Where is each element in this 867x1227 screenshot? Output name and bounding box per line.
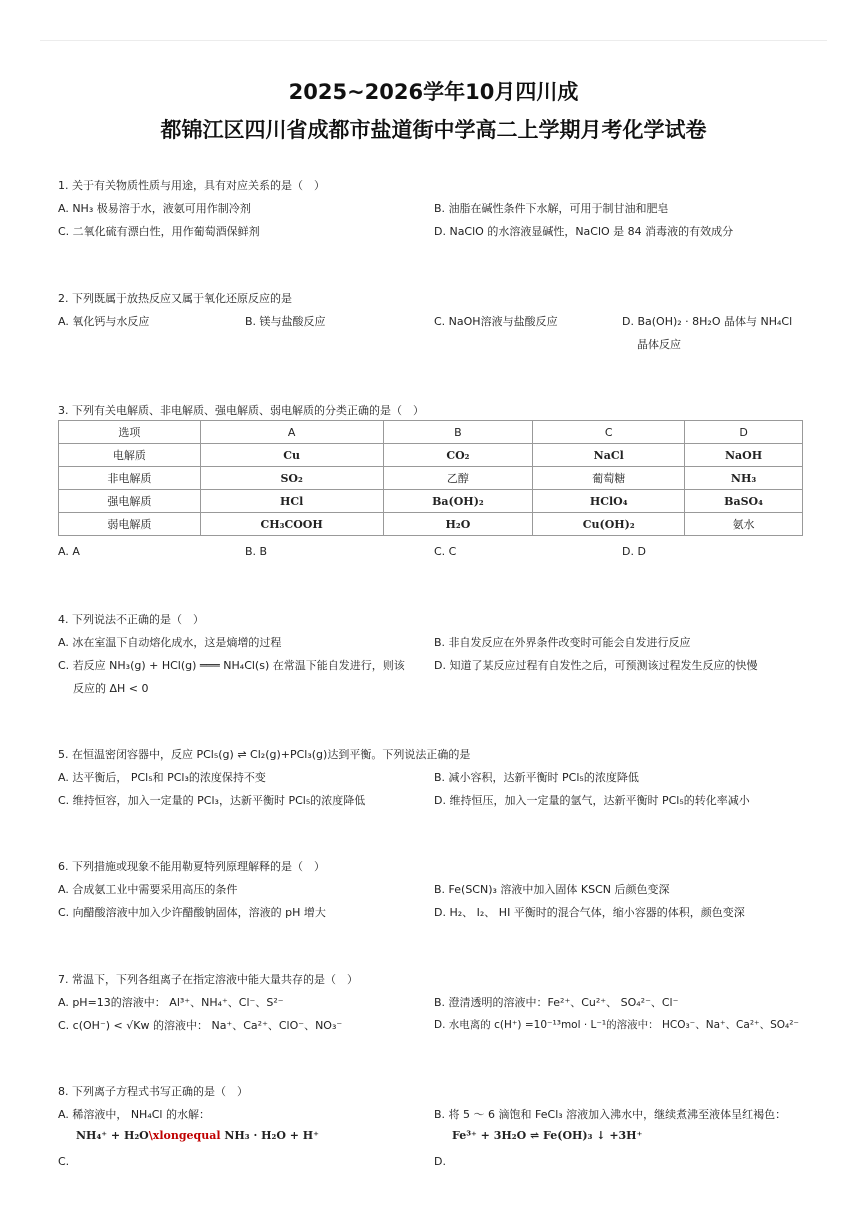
question-5-option-d[interactable]: D. 维持恒压，加入一定量的氩气，达新平衡时 PCl₅的转化率减小 [434,794,750,807]
table-cell: 强电解质 [59,490,201,513]
table-cell: 非电解质 [59,467,201,490]
table-cell: CO₂ [383,444,533,467]
table-cell: HClO₄ [533,490,685,513]
question-4-option-d[interactable]: D. 知道了某反应过程有自发性之后，可预测该过程发生反应的快慢 [434,659,758,672]
equation-part: NH₃ · H₂O + H⁺ [220,1129,319,1142]
question-6-option-a[interactable]: A. 合成氨工业中需要采用高压的条件 [58,883,238,896]
question-3-stem: 3. 下列有关电解质、非电解质、强电解质、弱电解质的分类正确的是（ ） [58,404,424,417]
question-3-option-b[interactable]: B. B [245,545,268,558]
table-cell: NaOH [685,444,803,467]
question-6-option-b[interactable]: B. Fe(SCN)₃ 溶液中加入固体 KSCN 后颜色变深 [434,883,670,896]
table-row [59,444,803,467]
table-cell: HCl [200,490,383,513]
header-divider [40,40,827,41]
question-1-stem: 1. 关于有关物质性质与用途，具有对应关系的是（ ） [58,179,325,192]
table-header-cell: A [200,421,383,444]
classification-table [58,420,803,536]
question-4-stem: 4. 下列说法不正确的是（ ） [58,613,204,626]
question-4-option-c[interactable]: C. 若反应 NH₃(g) + HCl(g) ═══ NH₄Cl(s) 在常温下能自发进行，则该 [58,659,405,672]
question-5-option-c[interactable]: C. 维持恒容，加入一定量的 PCl₃，达新平衡时 PCl₅的浓度降低 [58,794,366,807]
question-1-option-d[interactable]: D. NaClO 的水溶液显碱性，NaClO 是 84 消毒液的有效成分 [434,225,734,238]
table-header-cell: 选项 [59,421,201,444]
question-8-option-a-equation [76,1129,319,1142]
question-6-option-c[interactable]: C. 向醋酸溶液中加入少许醋酸钠固体，溶液的 pH 增大 [58,906,326,919]
question-4-option-a[interactable]: A. 冰在室温下自动熔化成水，这是熵增的过程 [58,636,282,649]
question-1-option-a[interactable]: A. NH₃ 极易溶于水，液氨可用作制冷剂 [58,202,251,215]
question-8-option-b-equation: Fe³⁺ + 3H₂O ⇌ Fe(OH)₃ ↓ +3H⁺ [452,1129,643,1142]
question-5-option-a[interactable]: A. 达平衡后， PCl₅和 PCl₃的浓度保持不变 [58,771,266,784]
question-3-option-c[interactable]: C. C [434,545,457,558]
question-4-option-c-cont: 反应的 ΔH < 0 [73,682,149,695]
question-2-stem: 2. 下列既属于放热反应又属于氧化还原反应的是 [58,292,292,305]
question-8-option-d[interactable]: D. [434,1155,446,1168]
table-cell: 电解质 [59,444,201,467]
latex-error-text: \xlongequal [148,1129,221,1142]
table-row [59,490,803,513]
table-cell: Cu(OH)₂ [533,513,685,536]
question-4-option-b[interactable]: B. 非自发反应在外界条件改变时可能会自发进行反应 [434,636,691,649]
question-7-option-c[interactable]: C. c(OH⁻) < √Kw 的溶液中： Na⁺、Ca²⁺、ClO⁻、NO₃⁻ [58,1019,343,1032]
question-8-stem: 8. 下列离子方程式书写正确的是（ ） [58,1085,248,1098]
question-7-option-b[interactable]: B. 澄清透明的溶液中：Fe²⁺、Cu²⁺、 SO₄²⁻、Cl⁻ [434,996,679,1009]
table-cell: CH₃COOH [200,513,383,536]
table-header-cell: C [533,421,685,444]
table-header-cell: B [383,421,533,444]
table-row [59,467,803,490]
question-2-option-b[interactable]: B. 镁与盐酸反应 [245,315,326,328]
question-2-option-d[interactable]: D. Ba(OH)₂ · 8H₂O 晶体与 NH₄Cl [622,315,793,328]
question-6-stem: 6. 下列措施或现象不能用勒夏特列原理解释的是（ ） [58,860,325,873]
question-2-option-d-cont: 晶体反应 [637,338,681,351]
question-5-option-b[interactable]: B. 减小容积，达新平衡时 PCl₅的浓度降低 [434,771,639,784]
table-header-cell: D [685,421,803,444]
question-7-option-d[interactable]: D. 水电离的 c(H⁺) =10⁻¹³mol · L⁻¹的溶液中： HCO₃⁻、Na⁺、Ca²⁺、SO₄²⁻ [434,1019,799,1031]
page-title-line2: 都锦江区四川省成都市盐道街中学高二上学期月考化学试卷 [160,118,707,142]
table-cell: BaSO₄ [685,490,803,513]
table-header-row [59,421,803,444]
question-6-option-d[interactable]: D. H₂、 I₂、 HI 平衡时的混合气体，缩小容器的体积，颜色变深 [434,906,745,919]
equation-part: NH₄⁺ + H₂O [76,1129,149,1142]
question-7-stem: 7. 常温下，下列各组离子在指定溶液中能大量共存的是（ ） [58,973,358,986]
table-cell: NH₃ [685,467,803,490]
table-cell: Ba(OH)₂ [383,490,533,513]
question-1-option-c[interactable]: C. 二氧化硫有漂白性，用作葡萄酒保鲜剂 [58,225,260,238]
table-cell: Cu [200,444,383,467]
page-title-line1: 2025~2026学年10月四川成 [288,80,579,104]
question-1-option-b[interactable]: B. 油脂在碱性条件下水解，可用于制甘油和肥皂 [434,202,669,215]
question-5-stem: 5. 在恒温密闭容器中，反应 PCl₅(g) ⇌ Cl₂(g)+PCl₃(g)达到平衡。下列说法正确的是 [58,748,471,761]
table-cell: 葡萄糖 [533,467,685,490]
question-8-option-c[interactable]: C. [58,1155,70,1168]
table-cell: SO₂ [200,467,383,490]
question-3-option-a[interactable]: A. A [58,545,80,558]
table-cell: 乙醇 [383,467,533,490]
table-row [59,513,803,536]
question-2-option-c[interactable]: C. NaOH溶液与盐酸反应 [434,315,558,328]
table-cell: 弱电解质 [59,513,201,536]
table-cell: 氨水 [685,513,803,536]
question-2-option-a[interactable]: A. 氧化钙与水反应 [58,315,150,328]
question-8-option-b[interactable]: B. 将 5 ～ 6 滴饱和 FeCl₃ 溶液加入沸水中，继续煮沸至液体呈红褐色： [434,1108,787,1121]
question-3-option-d[interactable]: D. D [622,545,646,558]
table-cell: NaCl [533,444,685,467]
table-cell: H₂O [383,513,533,536]
question-7-option-a[interactable]: A. pH=13的溶液中： Al³⁺、NH₄⁺、Cl⁻、S²⁻ [58,996,284,1009]
question-8-option-a[interactable]: A. 稀溶液中， NH₄Cl 的水解： [58,1108,210,1121]
